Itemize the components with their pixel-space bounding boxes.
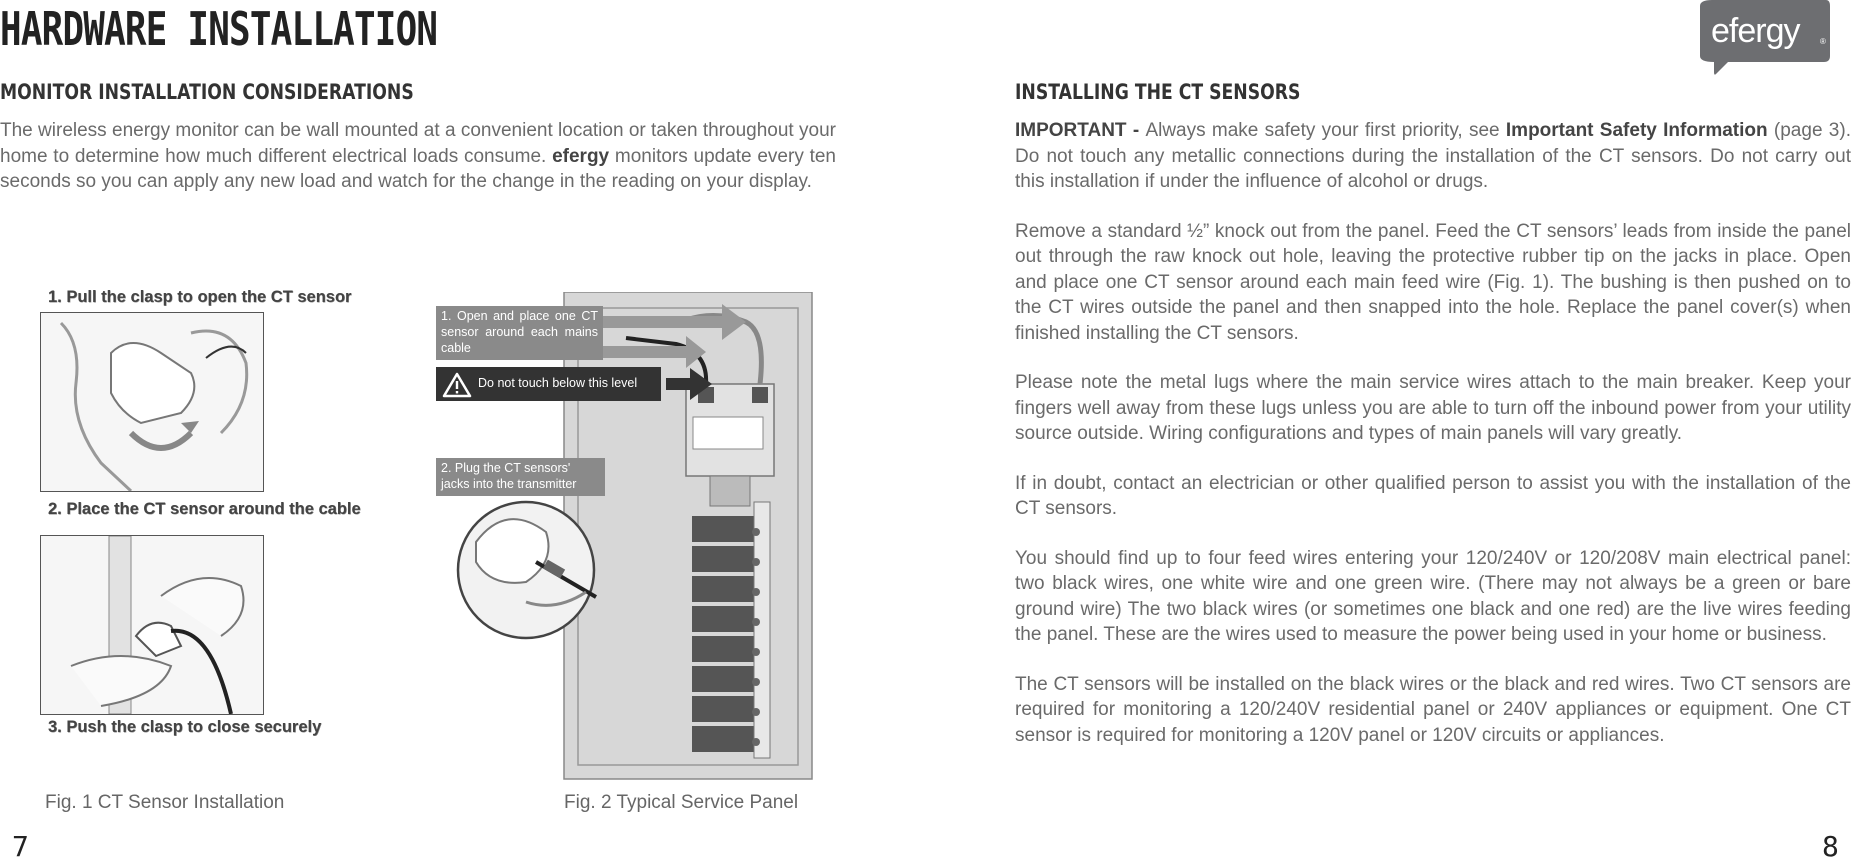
paragraph-electrician: If in doubt, contact an electrician or other qualified person to assist you with the installation of the CT sensors. (1015, 472, 1851, 519)
callout-open-sensor: 1. Open and place one CT sensor around each mains cable (436, 306, 603, 360)
brand-name: efergy (552, 145, 610, 167)
step-3-label: 3. Push the clasp to close securely (48, 718, 322, 736)
warning-icon (442, 372, 472, 398)
fig1-caption: Fig. 1 CT Sensor Installation (45, 792, 285, 813)
monitor-considerations-paragraph (0, 118, 836, 195)
callout-plug-jacks: 2. Plug the CT sensors' jacks into the transmitter (436, 458, 605, 496)
fig2-caption: Fig. 2 Typical Service Panel (564, 792, 799, 813)
efergy-logo (1698, 0, 1843, 80)
step-1-photo (40, 312, 264, 492)
page-number-right: 8 (1822, 830, 1839, 863)
paragraph-text-continued: monitors update every ten seconds so you can apply any new load and watch for the change in the reading on your display. (0, 145, 837, 192)
paragraph-feed-wires: You should find up to four feed wires entering your 120/240V or 120/208V main electrical panel: two black wires, one white wire and one green wire. (There may not always be a green or bare ground wire) The two black wires (or sometimes one black and one red) are the live wires feeding the panel. These are the wires used to measure the power being used in your home or business. (1015, 547, 1851, 645)
step-2-label: 2. Place the CT sensor around the cable (48, 500, 361, 518)
important-label: IMPORTANT - (1015, 120, 1146, 141)
warning-text: Do not touch below this level (478, 376, 638, 390)
important-text: Always make safety your first priority, see (1145, 120, 1506, 141)
page-number-left: 7 (12, 830, 29, 863)
paragraph-knockout: Remove a standard ½” knock out from the panel. Feed the CT sensors’ leads from inside the panel out through the raw knock out hole, leaving the protective rubber tip on the jacks in place. Open and place one CT sensor around each main feed wire (Fig. 1). The bushing is then pushed on to the CT wires outside the panel and then snapped into the hole. Replace the panel cover(s) when finished installing the CT sensors. (1015, 220, 1851, 344)
safety-info-reference: Important Safety Information (1505, 120, 1768, 141)
logo-mark: ® (1820, 37, 1826, 46)
paragraph-ct-count: The CT sensors will be installed on the black wires or the black and red wires. Two CT sensors are required for monitoring a 120/240V residential panel or 240V appliances or equipment. One CT sensor is required for monitoring a 120V panel or 120V circuits or appliances. (1015, 673, 1851, 746)
important-text-continued: (page 3). Do not touch any metallic connections during the installation of the CT sensors. Do not carry out this installation if under the influence of alcohol or drugs. (1015, 120, 1851, 192)
logo-text: efergy (1711, 12, 1800, 50)
installing-ct-sensors-heading: INSTALLING THE CT SENSORS (1015, 80, 1301, 104)
monitor-considerations-heading: MONITOR INSTALLATION CONSIDERATIONS (0, 80, 414, 104)
right-column-text (1015, 118, 1851, 748)
step-1-label: 1. Pull the clasp to open the CT sensor (48, 288, 352, 306)
paragraph-important (1015, 118, 1851, 195)
service-panel-figure (436, 292, 816, 782)
paragraph-metal-lugs: Please note the metal lugs where the main service wires attach to the main breaker. Keep your fingers well away from these lugs unless you are able to turn off the inbound power from your utility source outside. Wiring configurations and types of main panels will vary greatly. (1015, 372, 1851, 444)
step-2-photo (40, 535, 264, 715)
warning-banner (436, 367, 661, 401)
page-title: HARDWARE INSTALLATION (0, 2, 438, 56)
paragraph-text: The wireless energy monitor can be wall mounted at a convenient location or taken throughout your home to determine how much different electrical loads consume. (0, 120, 836, 167)
